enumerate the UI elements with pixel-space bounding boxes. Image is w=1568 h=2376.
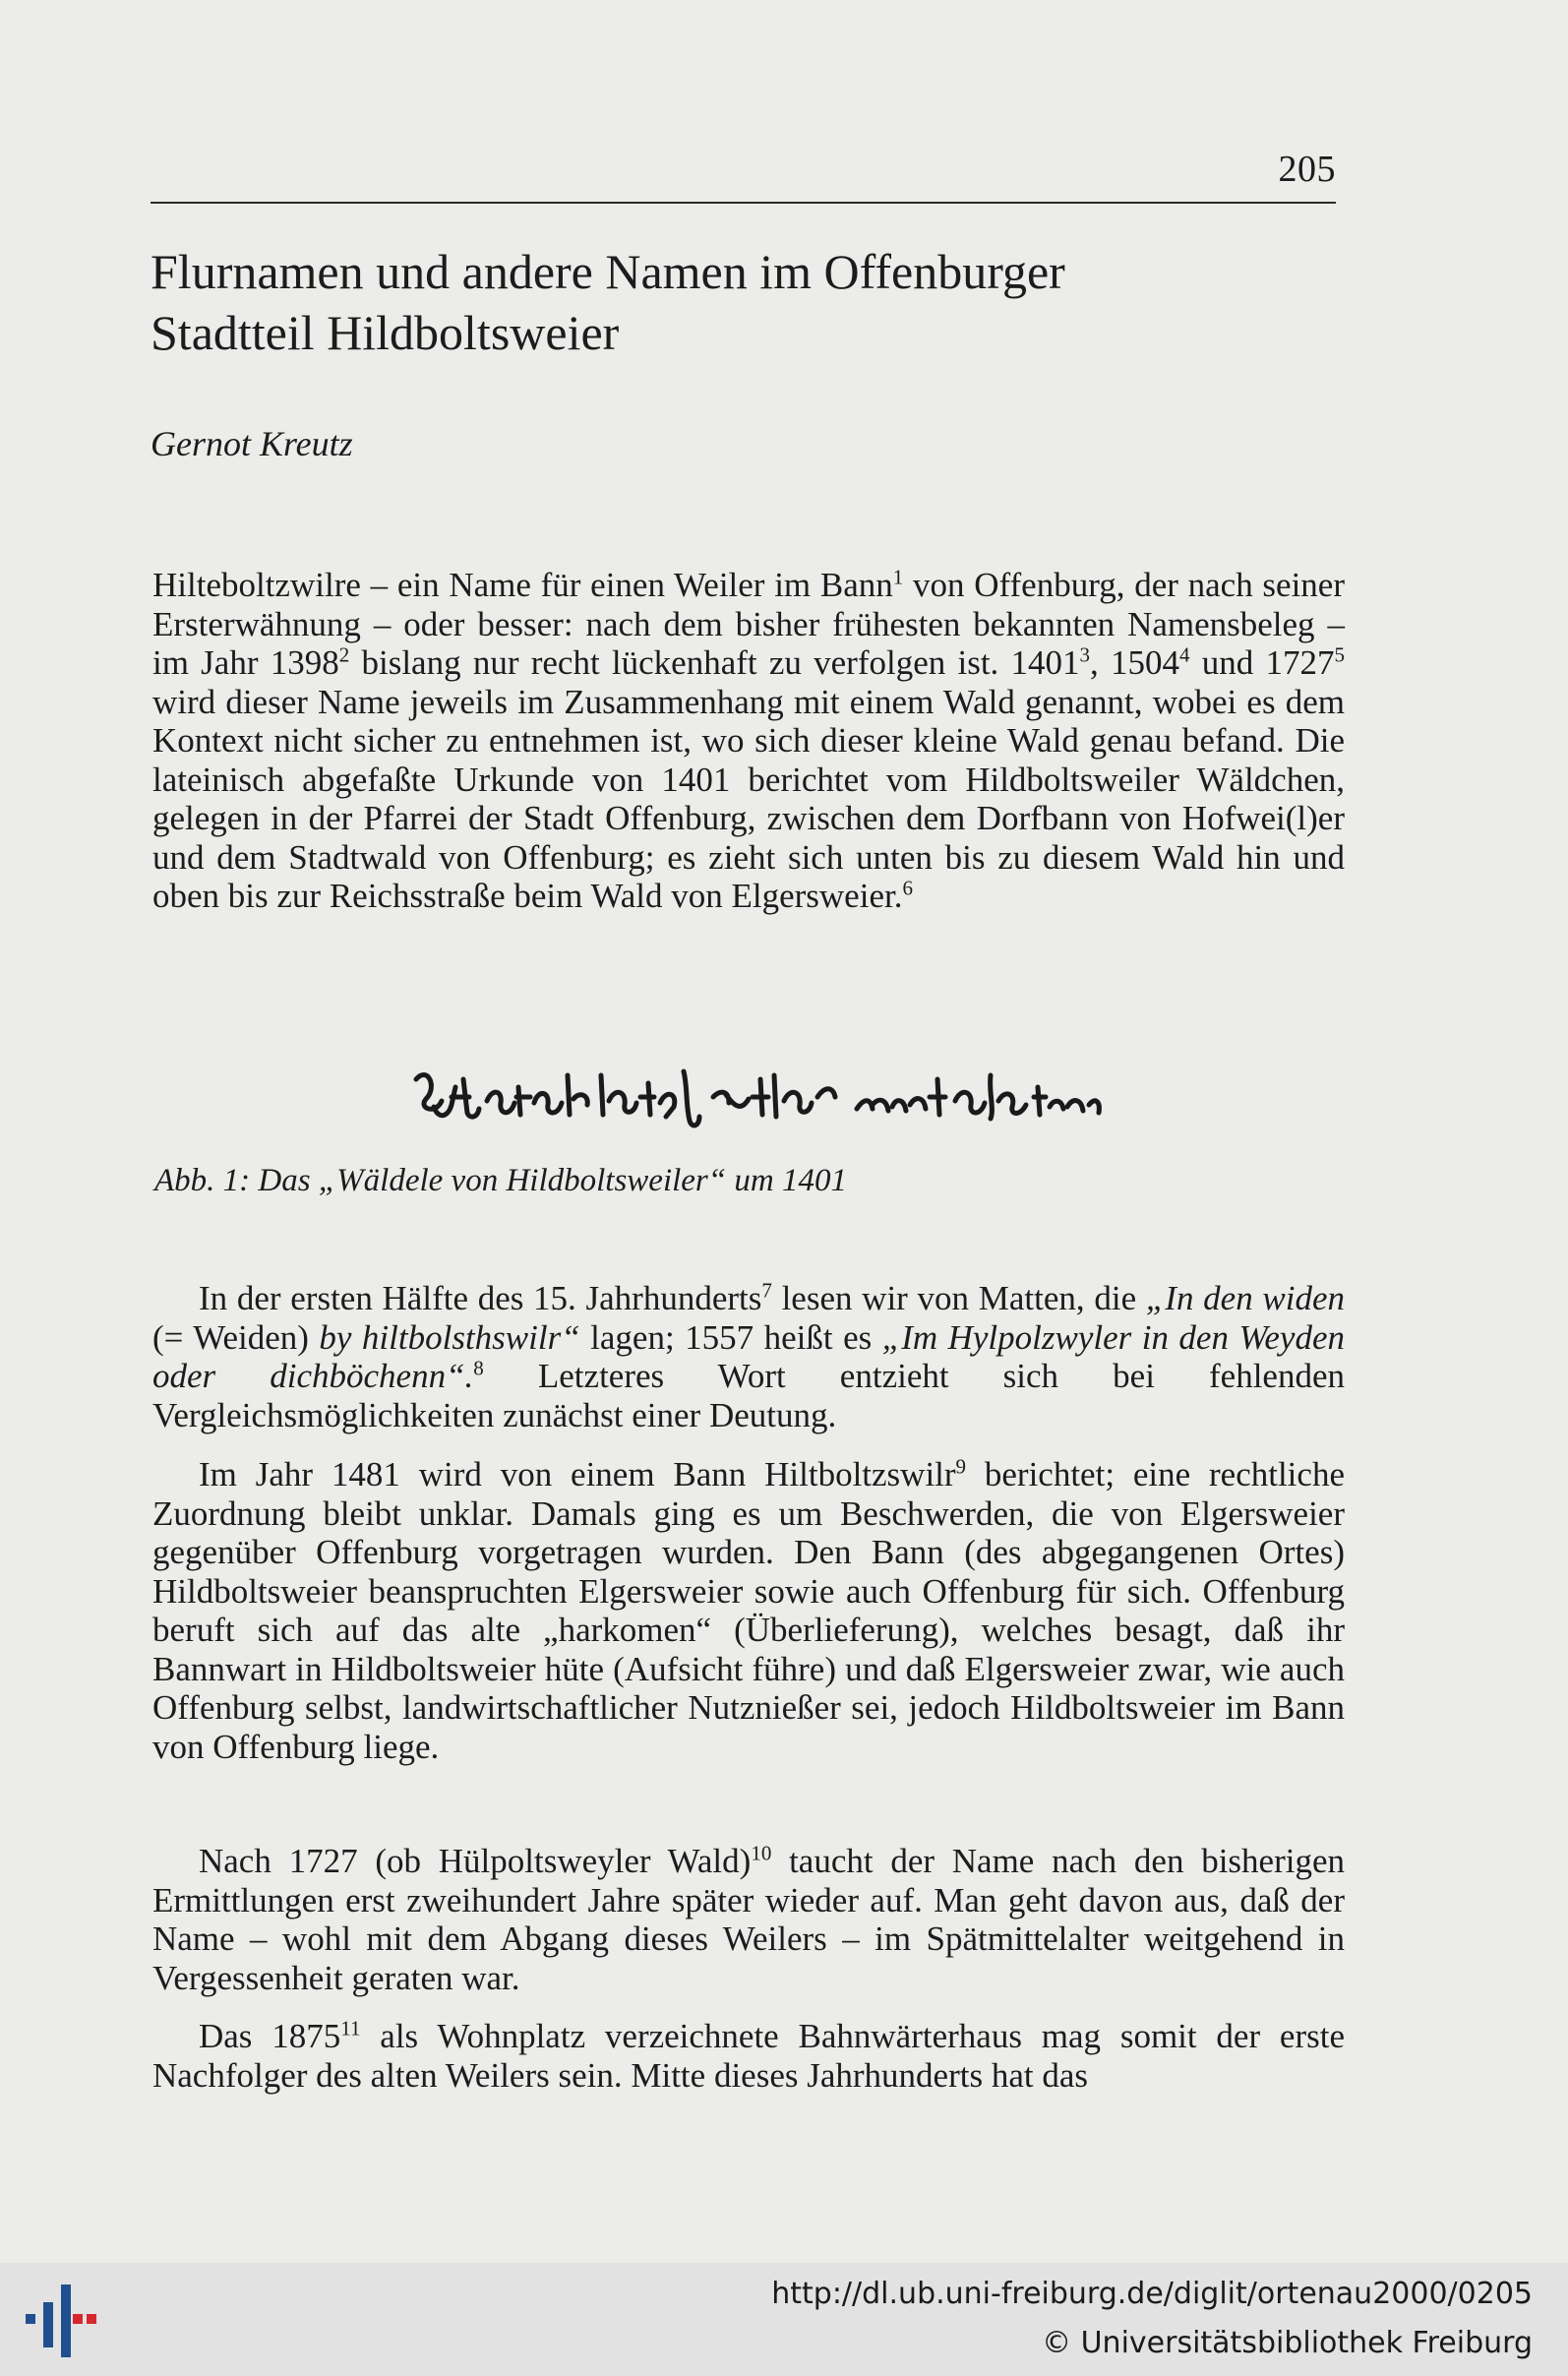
footnote-ref: 9 <box>955 1454 967 1479</box>
paragraph-5: Das 1875$^{11}$ als Wohnplatz verzeichnete Bahnwärterhaus mag somit der erste Nachfolger des alten Weilers sein. Mitte dieses Jahrhunderts hat das <box>152 2016 1345 2095</box>
ub-freiburg-logo-icon <box>20 2281 98 2361</box>
paragraph-2: In der ersten Hälfte des 15. Jahrhunderts$^7$ lesen wir von Matten, die „In den widen (= Weiden) by hiltbolsthswilr“ lagen; 1557 heißt es „Im Hylpolzwyler in den Weyden oder dichböchenn“.$^8$ Letzteres Wort entzieht sich bei fehlenden Vergleichsmöglichkeiten zunächst einer Deutung. <box>152 1278 1345 1434</box>
page-number: 205 <box>1278 149 1336 190</box>
paragraph-1: Hilteboltzwilre – ein Name für einen Weiler im Bann$^1$ von Offenburg, der nach seiner Ersterwähnung – oder besser: nach dem bisher frühesten bekannten Namensbeleg – im Jahr 1398$^2$ bislang nur recht lückenhaft zu verfolgen ist. 1401$^3$, 1504$^4$ und 1727$^5$ wird dieser Name jeweils im Zusammenhang mit einem Wald genannt, wobei es dem Kontext nicht sicher zu entnehmen ist, wo sich dieser kleine Wald genau befand. Die lateinisch abgefaßte Urkunde von 1401 berichtet vom Hildboltsweiler Wäldchen, gelegen in der Pfarrei der Stadt Offenburg, zwischen dem Dorfbann von Hofwei(l)er und dem Stadtwald von Offenburg; es zieht sich unten bis zu diesem Wald hin und oben bis zur Reichsstraße beim Wald von Elgersweier.$^6$ <box>152 565 1346 915</box>
title-line-2: Stadtteil Hildboltsweier <box>151 305 620 360</box>
figure-caption: Abb. 1: Das „Wäldele von Hildboltsweiler“ um 1401 <box>154 1163 847 1198</box>
footnote-ref: 2 <box>338 642 350 667</box>
header-rule <box>151 202 1336 204</box>
footnote-ref: 11 <box>340 2016 361 2041</box>
source-url-link[interactable]: http://dl.ub.uni-freiburg.de/diglit/ortenau2000/0205 <box>771 2277 1533 2311</box>
library-footer <box>0 2263 1568 2376</box>
paragraph-3: Im Jahr 1481 wird von einem Bann Hiltboltzswilr$^9$ berichtet; eine rechtliche Zuordnung bleibt unklar. Damals ging es um Beschwerden, die von Elgersweier gegenüber Offenburg vorgetragen wurden. Den Bann (des abgegangenen Ortes) Hildboltsweier beanspruchten Elgersweier sowie auch Offenburg für sich. Offenburg beruft sich auf das alte „harkomen“ (Überlieferung), welches besagt, daß ihr Bannwart in Hildboltsweier hüte (Aufsicht führe) und daß Elgersweier zwar, wie auch Offenburg selbst, landwirtschaftlicher Nutznießer sei, jedoch Hildboltsweier im Bann von Offenburg liege. <box>152 1454 1345 1766</box>
footnote-ref: 6 <box>902 876 913 900</box>
paragraph-4: Nach 1727 (ob Hülpoltsweyler Wald)$^{10}$ taucht der Name nach den bisherigen Ermittlungen erst zweihundert Jahre später wieder auf. Man geht davon aus, daß der Name – wohl mit dem Abgang dieses Weilers – im Spätmittelalter weitgehend in Vergessenheit geraten war. <box>152 1841 1345 1997</box>
title-line-1: Flurnamen und andere Namen im Offenburger <box>151 244 1065 299</box>
footnote-ref: 10 <box>751 1841 772 1865</box>
author-name: Gernot Kreutz <box>151 424 353 463</box>
footnote-ref: 3 <box>1079 642 1091 667</box>
article-title <box>151 241 1331 363</box>
footnote-ref: 8 <box>473 1356 484 1380</box>
copyright-notice: © Universitätsbibliothek Freiburg <box>1042 2326 1533 2360</box>
handwritten-script-image <box>408 1058 1156 1136</box>
footnote-ref: 5 <box>1334 642 1346 667</box>
footnote-ref: 7 <box>761 1278 772 1303</box>
footnote-ref: 1 <box>892 565 904 589</box>
footnote-ref: 4 <box>1179 642 1190 667</box>
